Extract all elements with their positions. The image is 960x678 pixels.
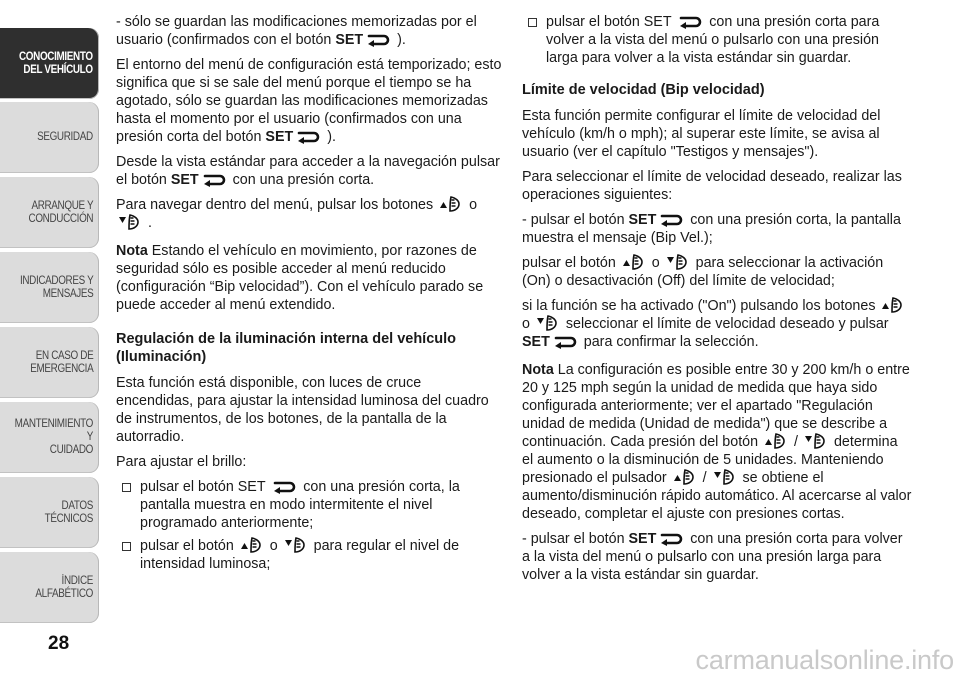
tab-seguridad[interactable] [0,102,99,173]
tab-label: DATOS TÉCNICOS [44,499,93,525]
note: Nota La configuración es posible entre 30 y 200 km/h o entre 20 y 125 mph según la unidad de medida que haya sido configurada anteriormente; ver el apartado "Regulación unidad de medida (Unidad de medida") que se describe a continuación. Cada presión del botón / determina el aumento o la disminución de 5 unidades. Manteniendo presionado el pulsador / se obtiene el aumento/disminución rápido automático. Al acercarse al valor deseado, completar el ajuste con presiones cortas. [522,362,912,522]
paragraph: Para navegar dentro del menú, pulsar los botones o . [116,197,478,231]
down-button-icon [804,433,828,449]
paragraph: si la función se ha activado ("On") pulsando los botones o seleccionar el límite de velocidad deseado y pulsar SET para confirmar la selección. [522,297,912,351]
chapter-sidebar [0,0,100,678]
tab-label: INDICADORES Y MENSAJES [19,274,93,300]
page-number: 28 [48,633,70,654]
paragraph: Para seleccionar el límite de velocidad deseado, realizar las operaciones siguientes: [522,169,902,203]
down-button-icon [713,469,737,485]
paragraph: Esta función está disponible, con luces de cruce encendidas, para ajustar la intensidad luminosa del cuadro de instrumentos, de los botones, de la pantalla de la autorradio. [116,375,489,445]
left-column [116,13,502,578]
tab-label: ÍNDICE ALFABÉTICO [35,574,93,600]
up-button-icon [673,469,697,485]
tab-indice-alfabetico[interactable] [0,552,99,623]
right-column [522,13,912,591]
paragraph: - pulsar el botón SET con una presión corta, la pantalla muestra el mensaje (Bip Vel.); [522,212,901,246]
list-item: pulsar el botón SET con una presión corta, la pantalla muestra en modo intermitente el nivel programado anteriormente; [116,478,502,532]
set-return-arrow-icon [677,15,703,29]
up-button-icon [764,433,788,449]
tab-label: ARRANQUE Y CONDUCCIÓN [28,199,93,225]
down-button-icon [118,214,142,230]
tab-label: EN CASO DE EMERGENCIA [29,349,93,375]
set-return-arrow-icon [295,130,321,144]
paragraph: Para ajustar el brillo: [116,454,247,470]
up-button-icon [240,537,264,553]
tab-datos-tecnicos[interactable] [0,477,99,548]
tab-conocimiento-del-vehiculo[interactable] [0,28,99,99]
down-button-icon [284,537,308,553]
set-return-arrow-icon [365,33,391,47]
tab-en-caso-de-emergencia[interactable] [0,327,99,398]
tab-label: CONOCIMIENTO DEL VEHÍCULO [19,50,93,76]
list-item: pulsar el botón SET con una presión corta para volver a la vista del menú o pulsarlo con una presión larga para volver a la vista estándar sin guardar. [522,13,912,67]
set-return-arrow-icon [658,532,684,546]
note: Nota Estando el vehículo en movimiento, por razones de seguridad sólo es posible acceder al menú reducido (configuración “Bip velocidad”). Con el vehículo parado se puede acceder al menú extendido. [116,243,484,313]
down-button-icon [536,315,560,331]
paragraph: - pulsar el botón SET con una presión corta para volver a la vista del menú o pulsarlo con una presión larga para volver a la vista estándar sin guardar. [522,531,903,583]
down-button-icon [666,254,690,270]
up-button-icon [439,196,463,212]
set-return-arrow-icon [552,335,578,349]
paragraph: Esta función permite configurar el límite de velocidad del vehículo (km/h o mph); al superar este límite, se avisa al usuario (ver el capítulo "Testigos y mensajes"). [522,108,881,160]
section-heading: Límite de velocidad (Bip velocidad) [522,82,765,98]
paragraph: - sólo se guardan las modificaciones memorizadas por el usuario (confirmados con el botón SET ). [116,14,477,48]
up-button-icon [881,297,905,313]
list-item: pulsar el botón o para regular el nivel de intensidad luminosa; [116,537,502,573]
tab-label: SEGURIDAD [37,131,93,143]
set-return-arrow-icon [201,173,227,187]
tab-label: MANTENIMIENTO Y CUIDADO [14,418,93,456]
tab-arranque-y-conduccion[interactable] [0,177,99,248]
section-heading: Regulación de la iluminación interna del vehículo (Iluminación) [116,331,457,365]
tab-indicadores-y-mensajes[interactable] [0,252,99,323]
watermark: carmanualsonline.info [695,645,954,675]
set-return-arrow-icon [658,213,684,227]
up-button-icon [622,254,646,270]
paragraph: El entorno del menú de configuración está temporizado; esto significa que si se sale del menú porque el tiempo se ha agotado, sólo se guardan las modificaciones memorizadas hasta el momento por el usuario (confirmados con una presión corta del botón SET ). [116,57,502,145]
set-return-arrow-icon [271,480,297,494]
paragraph: pulsar el botón o para seleccionar la activación (On) o desactivación (Off) del límite de velocidad; [522,255,884,289]
paragraph: Desde la vista estándar para acceder a la navegación pulsar el botón SET con una presión corta. [116,154,500,188]
tab-mantenimiento-y-cuidado[interactable] [0,402,99,473]
